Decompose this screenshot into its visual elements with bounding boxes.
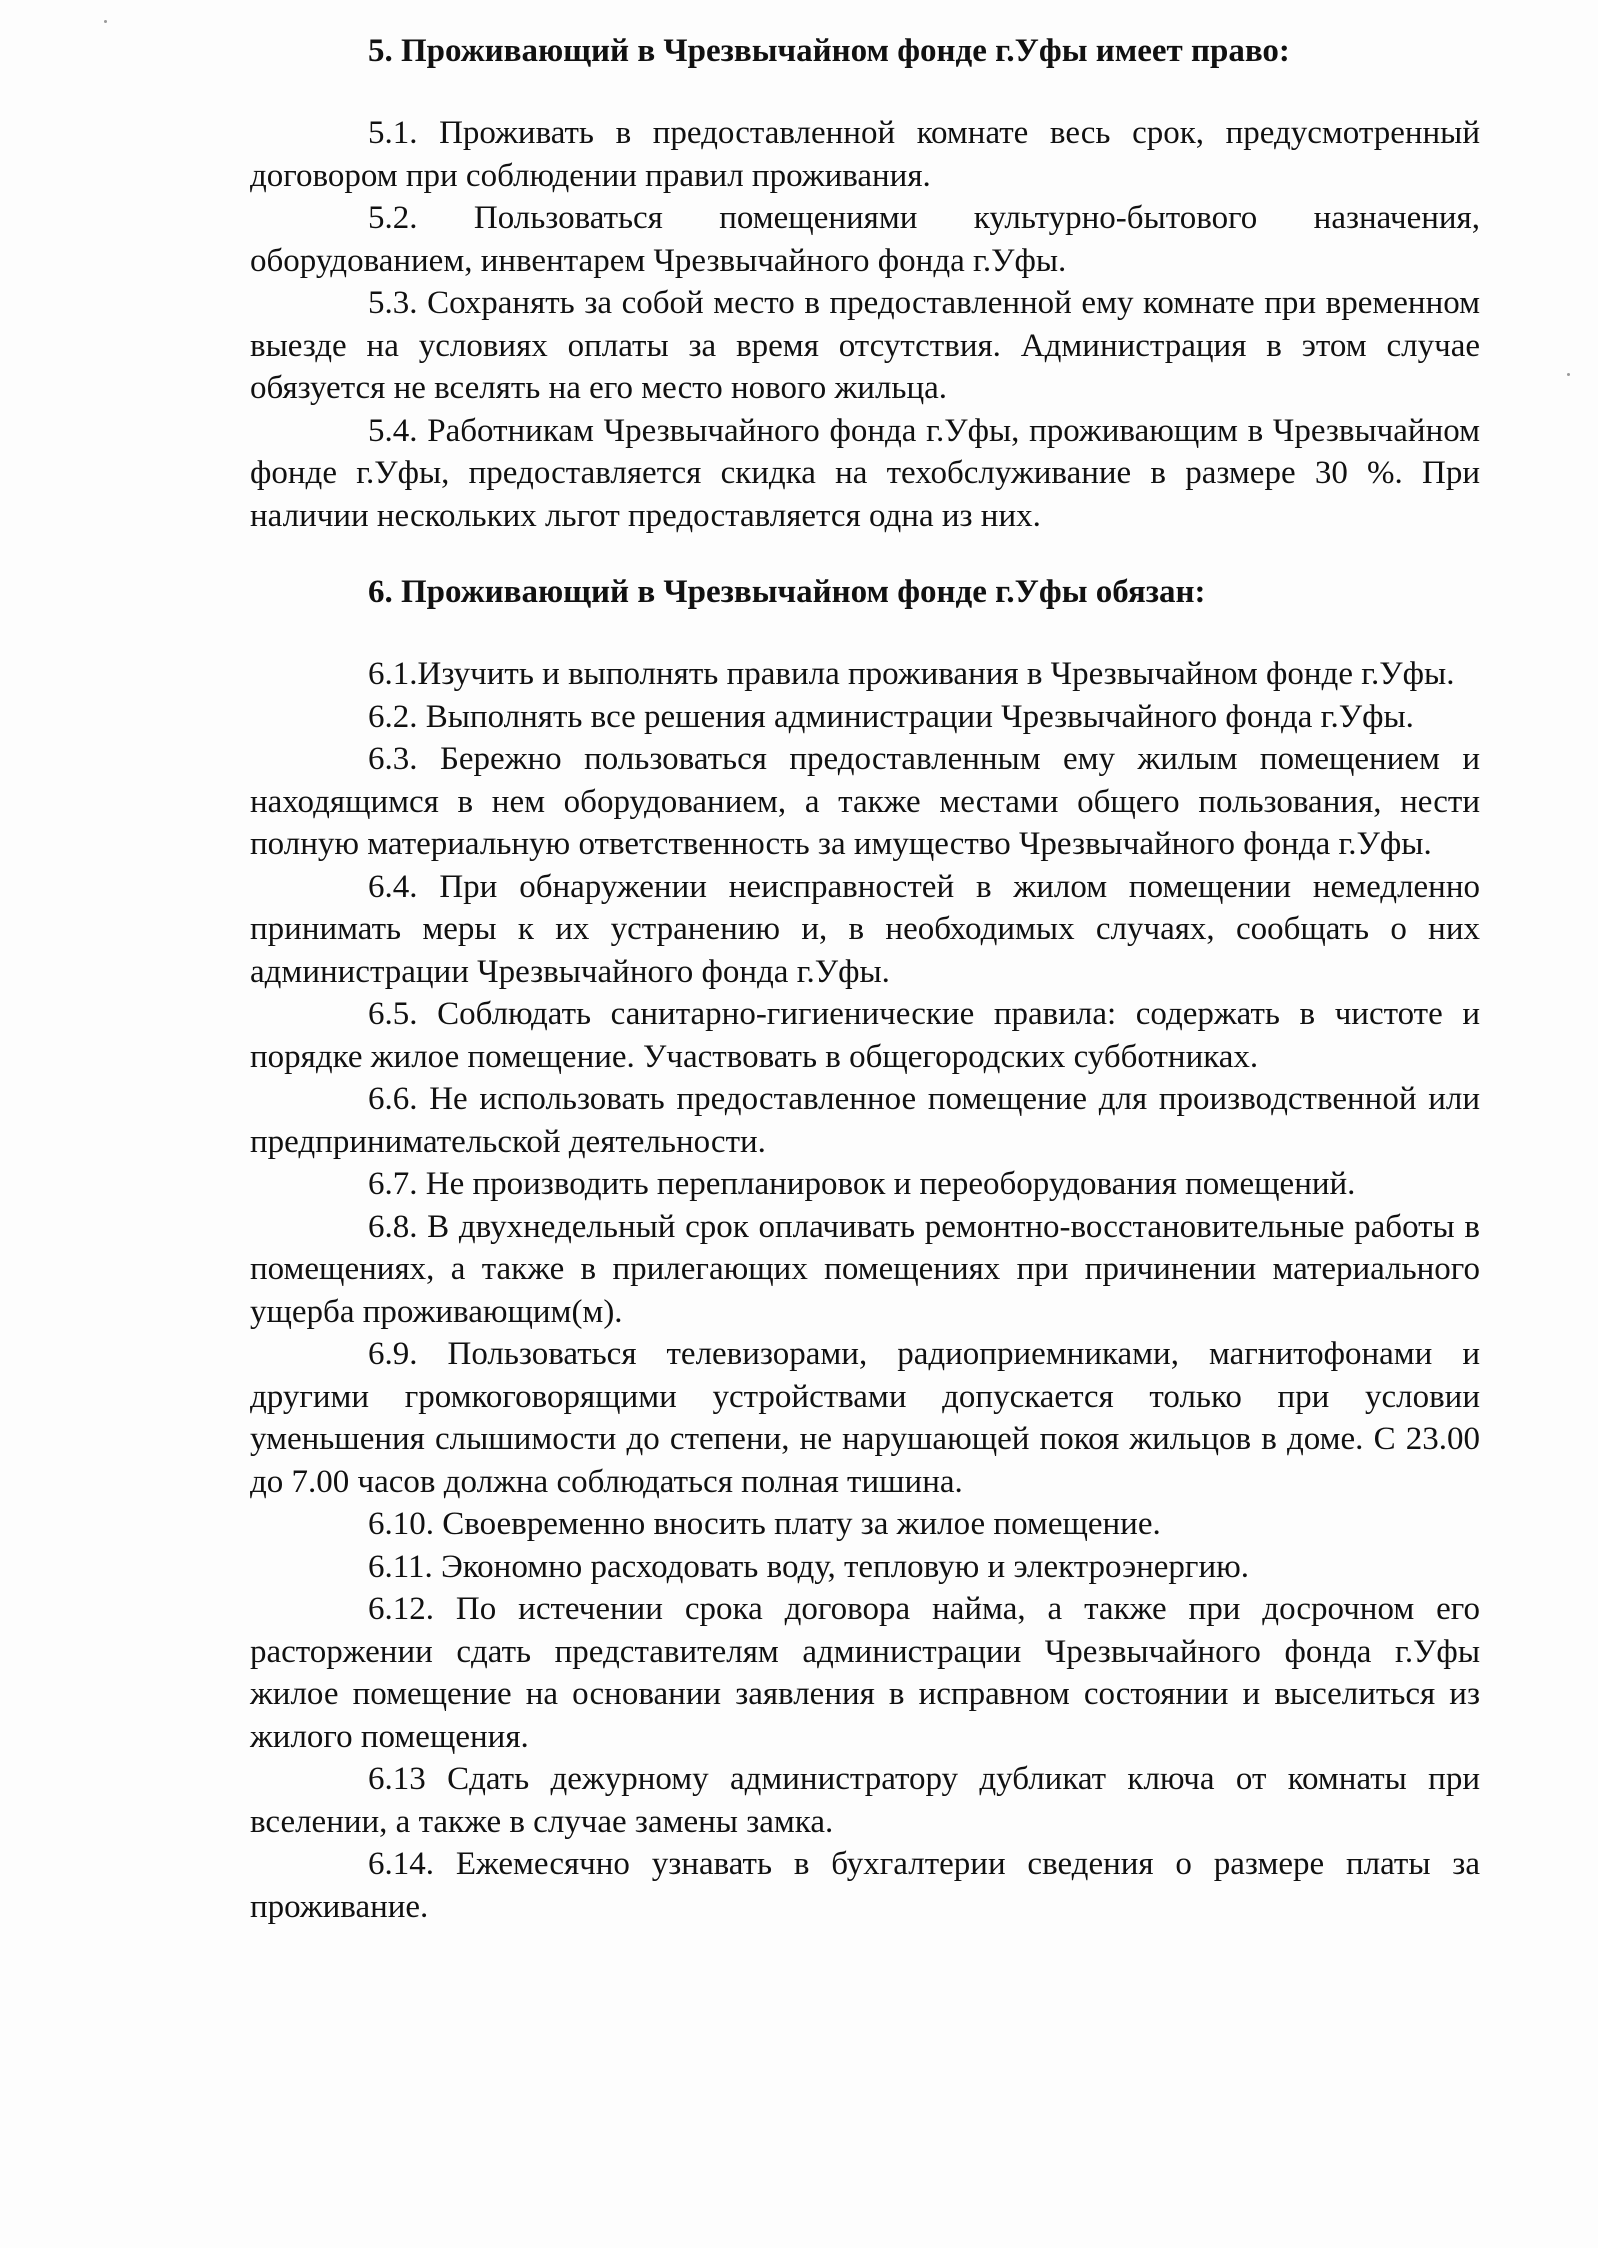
clause-6-6: 6.6. Не использовать предоставленное помещение для производственной или предпринимательской деятельности. [250,1081,1480,1160]
section-6-heading: 6. Проживающий в Чрезвычайном фонде г.Уфы обязан: [368,574,1206,610]
clause-6-1: 6.1.Изучить и выполнять правила проживания в Чрезвычайном фонде г.Уфы. [368,656,1455,692]
clause-6-7: 6.7. Не производить перепланировок и переоборудования помещений. [368,1166,1356,1202]
scan-speck [1567,373,1570,376]
document-body [250,30,1480,1928]
clause-6-11: 6.11. Экономно расходовать воду, тепловую и электроэнергию. [368,1548,1250,1585]
clause-6-9: 6.9. Пользоваться телевизорами, радиоприемниками, магнитофонами и другими громкоговорящими устройствами допускается только при условии уменьшения слышимости до степени, не нарушающей покоя жильцов в доме. С 23.00 до 7.00 часов должна соблюдаться полная тишина. [250,1336,1480,1500]
clause-6-3: 6.3. Бережно пользоваться предоставленным ему жилым помещением и находящимся в нем оборудованием, а также местами общего пользования, нести полную материальную ответственность за имущество Чрезвычайного фонда г.Уфы. [250,741,1480,862]
clause-6-12: 6.12. По истечении срока договора найма, а также при досрочном его расторжении сдать представителям администрации Чрезвычайного фонда г.Уфы жилое помещение на основании заявления в исправном состоянии и выселиться из жилого помещения. [250,1591,1480,1755]
clause-5-4: 5.4. Работникам Чрезвычайного фонда г.Уфы, проживающим в Чрезвычайном фонде г.Уфы, предоставляется скидка на техобслуживание в размере 30 %. При наличии нескольких льгот предоставляется одна из них. [250,412,1480,534]
section-5-heading: 5. Проживающий в Чрезвычайном фонде г.Уфы имеет право: [368,33,1290,69]
clause-6-4: 6.4. При обнаружении неисправностей в жилом помещении немедленно принимать меры к их устранению и, в необходимых случаях, сообщать о них администрации Чрезвычайного фонда г.Уфы. [250,868,1480,990]
clause-6-10: 6.10. Своевременно вносить плату за жилое помещение. [368,1506,1161,1542]
clause-6-13: 6.13 Сдать дежурному администратору дубликат ключа от комнаты при вселении, а также в случае замены замка. [250,1761,1480,1840]
scan-speck [104,20,107,23]
clause-6-8: 6.8. В двухнедельный срок оплачивать ремонтно-восстановительные работы в помещениях, а также в прилегающих помещениях при причинении материального ущерба проживающим(м). [250,1208,1480,1330]
clause-5-3: 5.3. Сохранять за собой место в предоставленной ему комнате при временном выезде на условиях оплаты за время отсутствия. Администрация в этом случае обязуется не вселять на его место нового жильца. [250,285,1480,406]
clause-6-5: 6.5. Соблюдать санитарно-гигиенические правила: содержать в чистоте и порядке жилое помещение. Участвовать в общегородских субботниках. [250,996,1480,1075]
clause-6-2: 6.2. Выполнять все решения администрации Чрезвычайного фонда г.Уфы. [368,698,1414,735]
clause-5-2: 5.2. Пользоваться помещениями культурно-бытового назначения, оборудованием, инвентарем Чрезвычайного фонда г.Уфы. [250,200,1480,279]
clause-6-14: 6.14. Ежемесячно узнавать в бухгалтерии сведения о размере платы за проживание. [250,1846,1480,1925]
clause-5-1: 5.1. Проживать в предоставленной комнате весь срок, предусмотренный договором при соблюдении правил проживания. [250,115,1480,194]
